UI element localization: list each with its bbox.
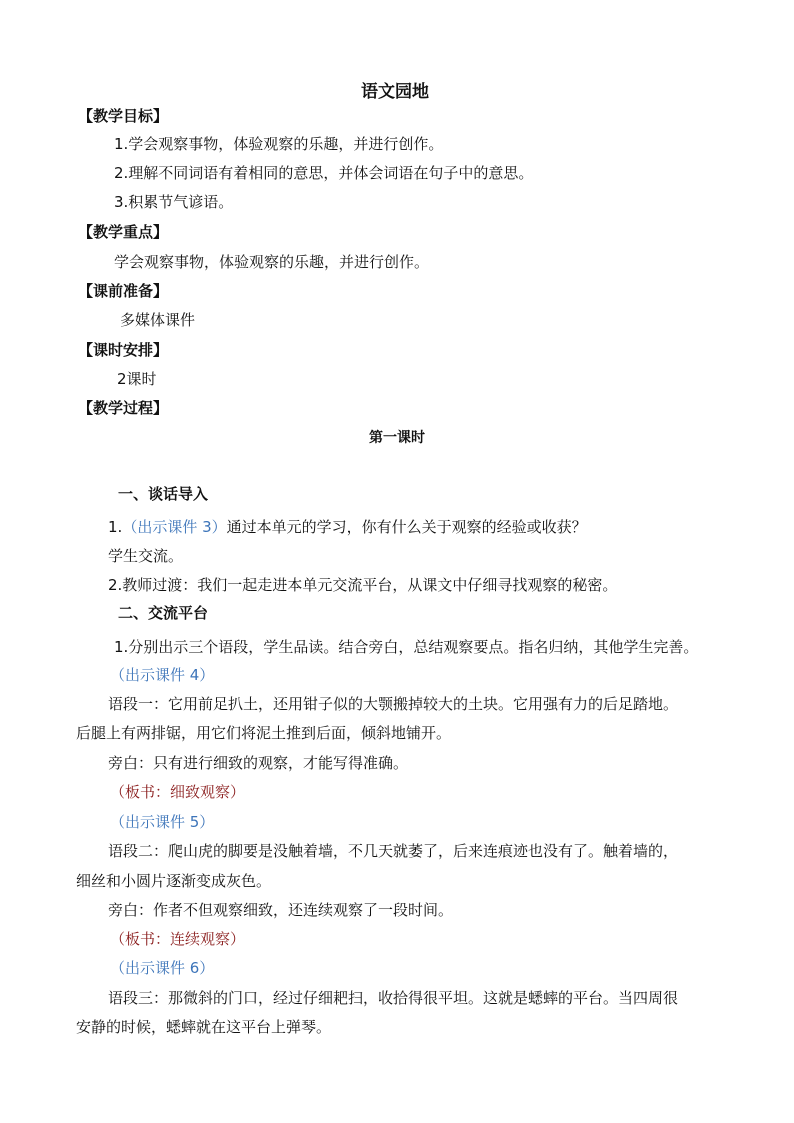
courseware-cue-6: （出示课件 6） <box>110 959 215 977</box>
courseware-cue-4: （出示课件 4） <box>110 666 215 684</box>
page-title: 语文园地 <box>361 82 429 102</box>
goal-item-2: 2.理解不同词语有着相同的意思，并体会词语在句子中的意思。 <box>114 164 534 182</box>
aside-1: 旁白：只有进行细致的观察，才能写得准确。 <box>108 754 409 772</box>
segment3-line-a: 语段三：那微斜的门口，经过仔细耙扫，收拾得很平坦。这就是蟋蟀的平台。当四周很 <box>108 989 679 1007</box>
prep-text: 多媒体课件 <box>120 311 196 329</box>
segment2-line-a: 语段二：爬山虎的脚要是没触着墙，不几天就萎了，后来连痕迹也没有了。触着墙的， <box>108 842 679 860</box>
aside-2: 旁白：作者不但观察细致，还连续观察了一段时间。 <box>108 901 454 919</box>
part2-heading: 二、交流平台 <box>118 604 209 622</box>
segment1-line-b: 后腿上有两排锯，用它们将泥土推到后面，倾斜地铺开。 <box>76 724 452 742</box>
part2-line1: 1.分别出示三个语段，学生品读。结合旁白，总结观察要点。指名归纳，其他学生完善。 <box>114 638 699 656</box>
part1-line2: 学生交流。 <box>108 547 184 565</box>
courseware-cue-5: （出示课件 5） <box>110 813 215 831</box>
segment1-line-a: 语段一：它用前足扒土，还用钳子似的大颚搬掉较大的土块。它用强有力的后足踏地。 <box>108 695 679 713</box>
courseware-cue-3: （出示课件 3） <box>122 518 227 536</box>
part1-line1-text: 通过本单元的学习，你有什么关于观察的经验或收获？ <box>226 518 587 536</box>
goal-item-1: 1.学会观察事物，体验观察的乐趣，并进行创作。 <box>114 135 444 153</box>
schedule-heading: 【课时安排】 <box>78 341 169 359</box>
schedule-text: 2课时 <box>117 370 157 388</box>
process-heading: 【教学过程】 <box>78 399 169 417</box>
prep-heading: 【课前准备】 <box>78 282 169 300</box>
part1-heading: 一、谈话导入 <box>118 485 209 503</box>
lesson-title: 第一课时 <box>369 430 425 446</box>
segment2-line-b: 细丝和小圆片逐渐变成灰色。 <box>76 872 272 890</box>
board-note-1: （板书：细致观察） <box>110 783 246 801</box>
segment3-line-b: 安静的时候，蟋蟀就在这平台上弹琴。 <box>76 1018 332 1036</box>
part1-line3: 2.教师过渡：我们一起走进本单元交流平台，从课文中仔细寻找观察的秘密。 <box>108 576 618 594</box>
part1-line1-num: 1. <box>108 518 123 536</box>
goal-item-3: 3.积累节气谚语。 <box>114 193 234 211</box>
focus-text: 学会观察事物，体验观察的乐趣，并进行创作。 <box>114 253 430 271</box>
board-note-2: （板书：连续观察） <box>110 930 246 948</box>
part1-line1 <box>108 517 587 537</box>
goals-heading: 【教学目标】 <box>78 107 169 125</box>
focus-heading: 【教学重点】 <box>78 223 169 241</box>
